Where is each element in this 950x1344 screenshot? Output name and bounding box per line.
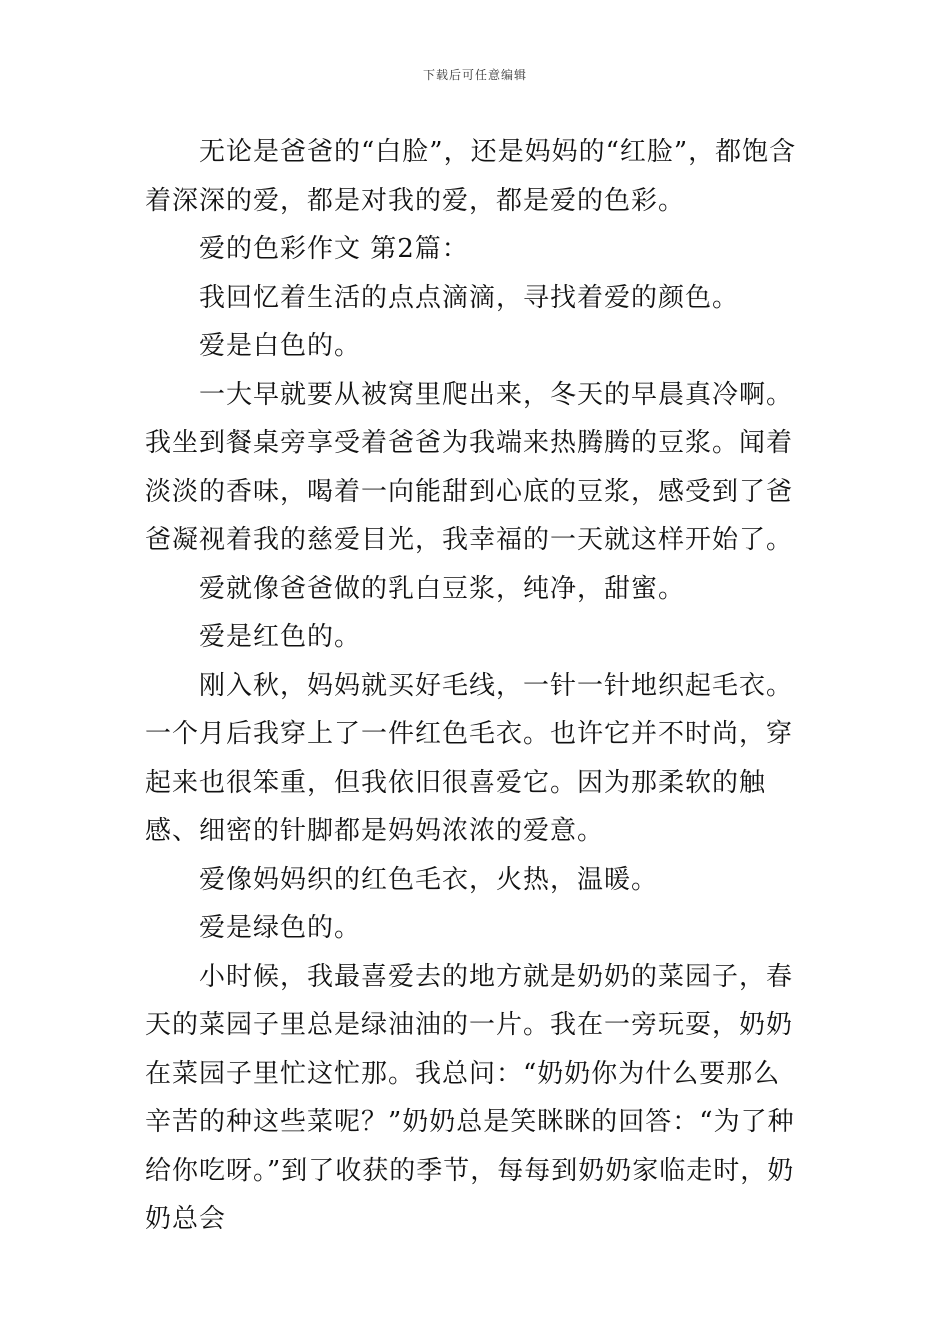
paragraph: 爱像妈妈织的红色毛衣，火热，温暖。: [199, 864, 659, 895]
paragraph: 爱是红色的。: [199, 622, 362, 652]
paragraph: 爱就像爸爸做的乳白豆浆，纯净，甜蜜。: [199, 573, 686, 604]
paragraph: 爱是白色的。: [199, 331, 362, 361]
page-header: 下载后可任意编辑: [422, 68, 527, 82]
paragraph: 爱是绿色的。: [199, 913, 362, 943]
paragraph: 一大早就要从被窝里爬出来，冬天的早晨真冷啊。我坐到餐桌旁享受着爸爸为我端来热腾腾的豆浆。闻着淡淡的香味，喝着一向能甜到心底的豆浆，感受到了爸爸凝视着我的慈爱目光，我幸福的一天就这样开始了。: [145, 379, 794, 555]
paragraph: 我回忆着生活的点点滴滴，寻找着爱的颜色。: [199, 282, 740, 313]
section-heading: 爱的色彩作文 第2篇：: [199, 234, 469, 264]
paragraph: 无论是爸爸的“白脸”，还是妈妈的“红脸”，都饱含着深深的爱，都是对我的爱，都是爱的色彩。: [145, 137, 797, 216]
paragraph: 小时候，我最喜爱去的地方就是奶奶的菜园子，春天的菜园子里总是绿油油的一片。我在一旁玩耍，奶奶在菜园子里忙这忙那。我总问：“奶奶你为什么要那么辛苦的种这些菜呢？”奶奶总是笑眯眯的回答：“为了种给你吃呀。”到了收获的季节，每每到奶奶家临走时，奶奶总会: [145, 961, 795, 1234]
document-body: [145, 128, 807, 1244]
paragraph: 刚入秋，妈妈就买好毛线，一针一针地织起毛衣。一个月后我穿上了一件红色毛衣。也许它并不时尚，穿起来也很笨重，但我依旧很喜爱它。因为那柔软的触感、细密的针脚都是妈妈浓浓的爱意。: [145, 670, 794, 846]
